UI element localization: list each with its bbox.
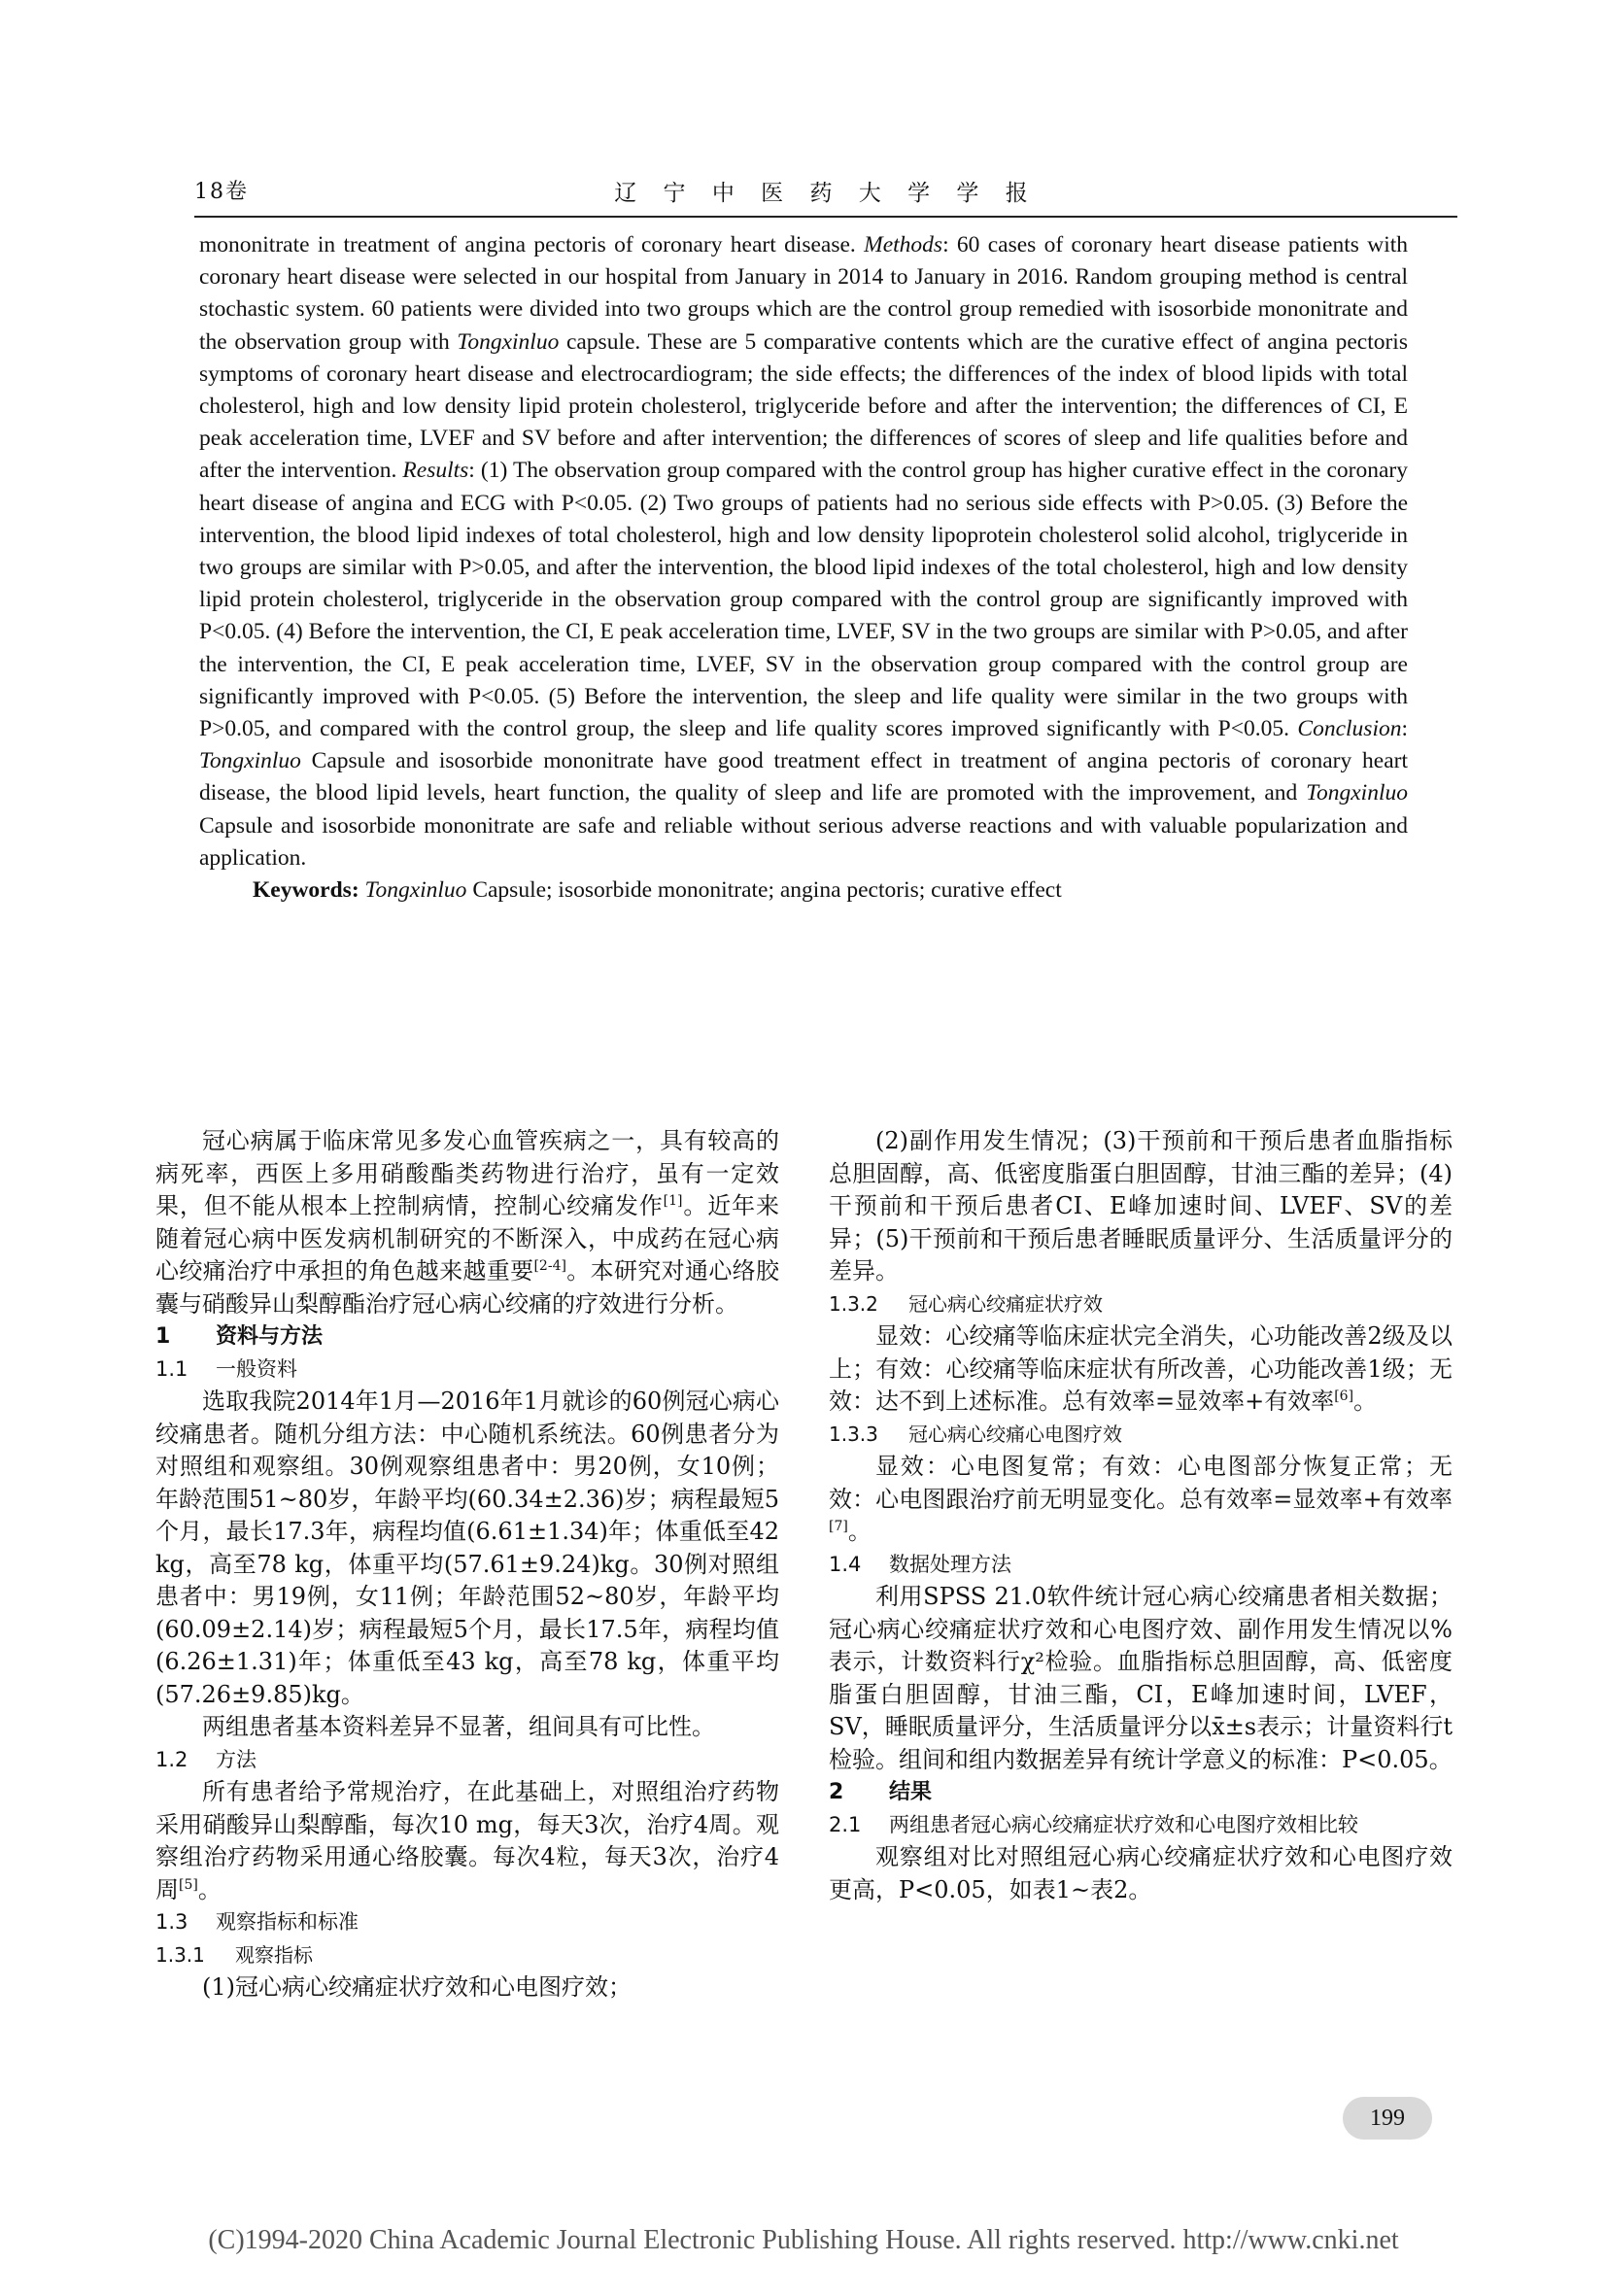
section-heading-2 <box>829 1776 1453 1809</box>
section-title: 资料与方法 <box>216 1324 324 1349</box>
conclusion-text-2: Capsule and isosorbide mononitrate are safe and reliable without serious adverse reactions and with valuable popularization and application. <box>199 812 1408 871</box>
ecg-criteria-paragraph <box>829 1451 1453 1549</box>
section-number: 1.3.1 <box>155 1942 205 1967</box>
citation: [2-4] <box>533 1258 566 1274</box>
citation: [5] <box>179 1876 198 1893</box>
keywords-list: Capsule; isosorbide mononitrate; angina pectoris; curative effect <box>466 877 1062 904</box>
page-number-badge: 199 <box>1343 2097 1432 2140</box>
statistics-paragraph: 利用SPSS 21.0软件统计冠心病心绞痛患者相关数据；冠心病心绞痛症状疗效和心电图疗效、副作用发生情况以%表示，计数资料行χ²检验。血脂指标总胆固醇，高、低密度脂蛋白胆固醇，甘油三酯，CI，E峰加速时间，LVEF，SV，睡眠质量评分，生活质量评分以x̄±s表示；计量资料行t检验。组间和组内数据差异有统计学意义的标准：P<0.05。 <box>829 1583 1453 1773</box>
abstract-body <box>199 229 1408 874</box>
section-title: 结果 <box>889 1780 933 1804</box>
subsection-heading-1-3 <box>155 1906 779 1939</box>
methods-text: : 60 cases of coronary heart disease patients with coronary heart disease were selected in our hospital from January in 2014 to January in 2016. Random grouping method is central stochastic system. 60 patients were divided into two groups which are the control group remedied with isosorbide mononitrate and the observation group with <box>199 232 1409 355</box>
citation: [6] <box>1334 1388 1354 1404</box>
right-column <box>829 1125 1453 1906</box>
section-title: 观察指标和标准 <box>216 1910 359 1934</box>
method-text: 所有患者给予常规治疗，在此基础上，对照组治疗药物采用硝酸异山梨醇酯，每次10 mg，每天3次，治疗4周。观察组治疗药物采用通心络胶囊。每次4粒，每天3次，治疗4周 <box>155 1778 779 1903</box>
methods-text-2: capsule. These are 5 comparative contents which are the curative effect of angina pectoris symptoms of coronary heart disease and electrocardiogram; the side effects; the differences of the index of blood lipids with total cholesterol, high and low density lipid protein cholesterol, triglyceride before and after the intervention; the differences of CI, E peak acceleration time, LVEF and SV before and after intervention; the differences of scores of sleep and life qualities before and after the intervention. <box>199 328 1408 484</box>
symptom-criteria-paragraph <box>829 1320 1453 1419</box>
ecg-text: 显效：心电图复常；有效：心电图部分恢复正常；无效：心电图跟治疗前无明显变化。总有效率=显效率+有效率 <box>829 1453 1453 1513</box>
results-label: Results <box>402 458 469 484</box>
method-paragraph <box>155 1776 779 1906</box>
conclusion-label: Conclusion <box>1297 716 1402 742</box>
copyright-footer: (C)1994-2020 China Academic Journal Electronic Publishing House. All rights reserved. http://www.cnki.net <box>208 2225 1399 2255</box>
section-title: 方法 <box>216 1747 256 1771</box>
result-paragraph: 观察组对比对照组冠心病心绞痛症状疗效和心电图疗效更高，P<0.05，如表1~表2。 <box>829 1843 1453 1903</box>
intro-text-3: 。本研究对通心络胶囊与硝酸异山梨醇酯治疗冠心病心绞痛的疗效进行分析。 <box>155 1257 780 1318</box>
section-number: 1.2 <box>155 1747 188 1771</box>
subsection-heading-1-3-3 <box>829 1419 1453 1452</box>
methods-label: Methods <box>864 232 943 257</box>
conclusion-sep: : <box>1401 716 1409 742</box>
english-abstract <box>199 229 1408 907</box>
section-title: 两组患者冠心病心绞痛症状疗效和心电图疗效相比较 <box>889 1812 1358 1836</box>
section-heading-1 <box>155 1320 779 1354</box>
method-end: 。 <box>197 1875 222 1903</box>
results-text: : (1) The observation group compared with the control group has higher curative effect in the coronary heart disease of angina and ECG with P<0.05. (2) Two groups of patients had no serious side effects with P>0.05. (3) Before the intervention, the blood lipid indexes of total cholesterol, high and low density lipoprotein cholesterol solid alcohol, triglyceride in two groups are similar with P>0.05, and after the intervention, the blood lipid indexes of the total cholesterol, high and low density lipid protein cholesterol, triglyceride in the observation group compared with the control group are significantly improved with P<0.05. (4) Before the intervention, the CI, E peak acceleration time, LVEF, SV in the two groups are similar with P>0.05, and after the intervention, the CI, E peak acceleration time, LVEF, SV in the observation group compared with the control group are significantly improved with P<0.05. (5) Before the intervention, the sleep and life quality were similar in the two groups with P>0.05, and compared with the control group, the sleep and life quality scores improved significantly with P<0.05. <box>199 458 1409 742</box>
subsection-heading-1-2 <box>155 1744 779 1777</box>
intro-text-2: 。近年来随着冠心病中医发病机制研究的不断深入，中成药在冠心病心绞痛治疗中承担的角色越来越重要 <box>155 1192 780 1285</box>
tongxinluo-term: Tongxinluo <box>364 877 467 904</box>
keywords-line <box>199 874 1408 907</box>
keywords-label: Keywords: <box>253 877 359 904</box>
section-title: 观察指标 <box>235 1942 313 1967</box>
citation: [1] <box>663 1193 683 1209</box>
tongxinluo-term: Tongxinluo <box>199 748 301 774</box>
subsection-heading-1-3-2 <box>829 1288 1453 1321</box>
comparability-paragraph: 两组患者基本资料差异不显著，组间具有可比性。 <box>202 1713 715 1740</box>
symptom-text: 显效：心绞痛等临床症状完全消失，心功能改善2级及以上；有效：心绞痛等临床症状有所改善，心功能改善1级；无效：达不到上述标准。总有效率=显效率+有效率 <box>829 1322 1453 1415</box>
tongxinluo-term: Tongxinluo <box>1306 780 1408 806</box>
section-title: 冠心病心绞痛心电图疗效 <box>908 1422 1122 1446</box>
intro-paragraph <box>155 1125 779 1320</box>
volume-label: 18卷 <box>194 180 249 204</box>
section-number: 1.3.3 <box>829 1422 878 1446</box>
observation-items-continued: (2)副作用发生情况；(3)干预前和干预后患者血脂指标总胆固醇，高、低密度脂蛋白胆固醇，甘油三酯的差异；(4)干预前和干预后患者CI、E峰加速时间、LVEF、SV的差异；(5)干预前和干预后患者睡眠质量评分、生活质量评分的差异。 <box>829 1127 1453 1285</box>
subsection-heading-2-1 <box>829 1809 1453 1842</box>
page-header <box>194 175 1457 210</box>
intro-text: 冠心病属于临床常见多发心血管疾病之一，具有较高的病死率，西医上多用硝酸酯类药物进行治疗，虽有一定效果，但不能从根本上控制病情，控制心绞痛发作 <box>155 1127 779 1219</box>
conclusion-text: Capsule and isosorbide mononitrate have good treatment effect in treatment of angina pectoris of coronary heart disease, the blood lipid levels, heart function, the quality of sleep and life are promoted with the improvement, and <box>199 748 1408 806</box>
symptom-end: 。 <box>1353 1388 1378 1415</box>
observation-item-1: (1)冠心病心绞痛症状疗效和心电图疗效； <box>202 1973 632 2001</box>
section-number: 1.4 <box>829 1552 862 1576</box>
general-info-paragraph: 选取我院2014年1月—2016年1月就诊的60例冠心病心绞痛患者。随机分组方法：中心随机系统法。60例患者分为对照组和观察组。30例观察组患者中：男20例，女10例；年龄范围51~80岁，年龄平均(60.34±2.36)岁；病程最短5个月，最长17.3年，病程均值(6.61±1.34)年；体重低至42 kg，高至78 kg，体重平均(57.61±9.24)kg。30例对照组患者中：男19例，女11例；年龄范围52~80岁，年龄平均(60.09±2.14)岁；病程最短5个月，最长17.5年，病程均值(6.26±1.31)年；体重低至43 kg，高至78 kg，体重平均(57.26±9.85)kg。 <box>155 1388 779 1708</box>
section-title: 一般资料 <box>216 1356 297 1381</box>
tongxinluo-term: Tongxinluo <box>457 328 560 355</box>
section-number: 1.3.2 <box>829 1291 878 1316</box>
journal-title: 辽 宁 中 医 药 大 学 学 报 <box>614 181 1038 206</box>
section-number: 1.1 <box>155 1356 188 1381</box>
header-rule <box>194 216 1457 218</box>
section-number: 1.3 <box>155 1910 188 1934</box>
ecg-end: 。 <box>847 1518 872 1545</box>
subsection-heading-1-1 <box>155 1354 779 1387</box>
section-number: 1 <box>155 1324 171 1349</box>
citation: [7] <box>829 1519 848 1534</box>
section-number: 2.1 <box>829 1812 862 1836</box>
section-title: 冠心病心绞痛症状疗效 <box>908 1291 1103 1316</box>
section-title: 数据处理方法 <box>889 1552 1011 1576</box>
abstract-opening: mononitrate in treatment of angina pectoris of coronary heart disease. <box>199 232 856 257</box>
subsection-heading-1-3-1 <box>155 1939 779 1972</box>
section-number: 2 <box>829 1780 844 1804</box>
subsection-heading-1-4 <box>829 1549 1453 1582</box>
left-column <box>155 1125 779 2005</box>
